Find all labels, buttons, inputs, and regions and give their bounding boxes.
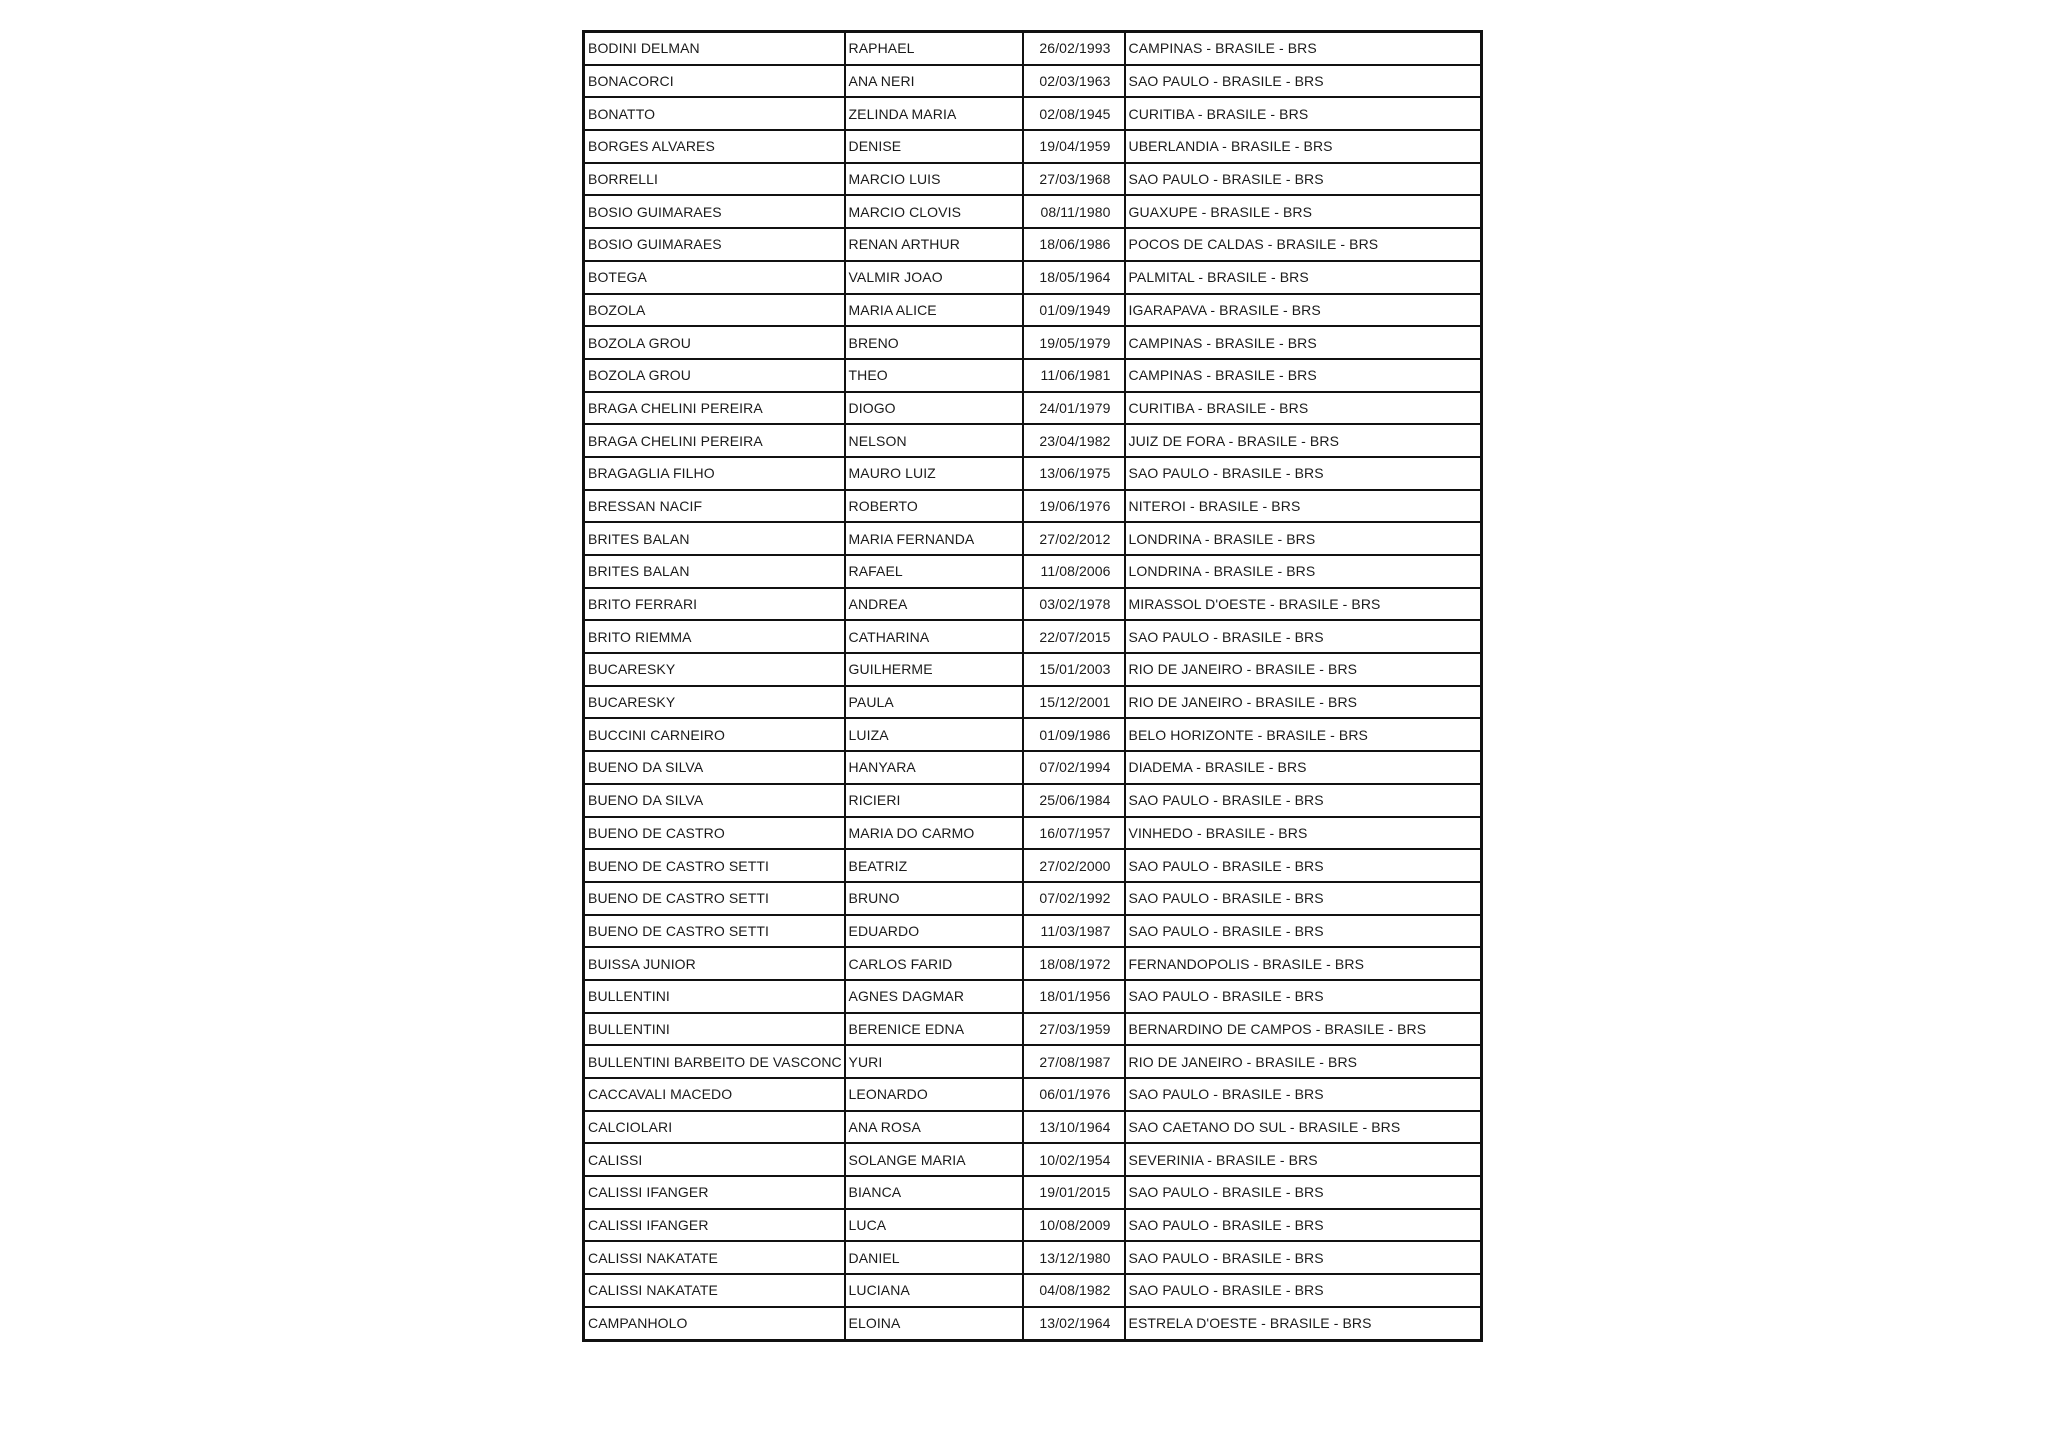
table-row — [584, 65, 1482, 98]
birth-date-cell: 13/12/1980 — [1023, 1241, 1125, 1274]
given-name-cell: RAFAEL — [845, 555, 1023, 588]
given-name-cell: MARCIO CLOVIS — [845, 195, 1023, 228]
birth-date-cell: 27/03/1959 — [1023, 1013, 1125, 1046]
birth-date-cell: 02/08/1945 — [1023, 97, 1125, 130]
surname-cell: BUISSA JUNIOR — [584, 947, 845, 980]
given-name-cell: DIOGO — [845, 392, 1023, 425]
given-name-cell: PAULA — [845, 686, 1023, 719]
given-name-cell: BRUNO — [845, 882, 1023, 915]
given-name-cell: EDUARDO — [845, 915, 1023, 948]
given-name-cell: HANYARA — [845, 751, 1023, 784]
table-row — [584, 392, 1482, 425]
given-name-cell: BIANCA — [845, 1176, 1023, 1209]
birth-date-cell: 18/05/1964 — [1023, 261, 1125, 294]
birth-date-cell: 06/01/1976 — [1023, 1078, 1125, 1111]
birth-place-cell: JUIZ DE FORA - BRASILE - BRS — [1125, 424, 1482, 457]
given-name-cell: LUIZA — [845, 718, 1023, 751]
birth-date-cell: 22/07/2015 — [1023, 620, 1125, 653]
table-row — [584, 588, 1482, 621]
birth-place-cell: SAO PAULO - BRASILE - BRS — [1125, 1209, 1482, 1242]
birth-place-cell: RIO DE JANEIRO - BRASILE - BRS — [1125, 1045, 1482, 1078]
given-name-cell: AGNES DAGMAR — [845, 980, 1023, 1013]
surname-cell: BULLENTINI — [584, 1013, 845, 1046]
records-table — [582, 30, 1483, 1342]
birth-place-cell: SAO PAULO - BRASILE - BRS — [1125, 980, 1482, 1013]
birth-place-cell: POCOS DE CALDAS - BRASILE - BRS — [1125, 228, 1482, 261]
given-name-cell: DENISE — [845, 130, 1023, 163]
given-name-cell: YURI — [845, 1045, 1023, 1078]
birth-place-cell: NITEROI - BRASILE - BRS — [1125, 490, 1482, 523]
surname-cell: BRAGAGLIA FILHO — [584, 457, 845, 490]
surname-cell: BOZOLA GROU — [584, 326, 845, 359]
given-name-cell: MARIA FERNANDA — [845, 522, 1023, 555]
given-name-cell: VALMIR JOAO — [845, 261, 1023, 294]
surname-cell: BORRELLI — [584, 163, 845, 196]
table-row — [584, 32, 1482, 65]
birth-date-cell: 27/03/1968 — [1023, 163, 1125, 196]
birth-date-cell: 16/07/1957 — [1023, 817, 1125, 850]
birth-date-cell: 18/01/1956 — [1023, 980, 1125, 1013]
birth-place-cell: MIRASSOL D'OESTE - BRASILE - BRS — [1125, 588, 1482, 621]
given-name-cell: MARIA ALICE — [845, 294, 1023, 327]
table-row — [584, 817, 1482, 850]
table-row — [584, 130, 1482, 163]
birth-date-cell: 23/04/1982 — [1023, 424, 1125, 457]
given-name-cell: RAPHAEL — [845, 32, 1023, 65]
table-row — [584, 1241, 1482, 1274]
surname-cell: BONACORCI — [584, 65, 845, 98]
birth-place-cell: SAO CAETANO DO SUL - BRASILE - BRS — [1125, 1111, 1482, 1144]
surname-cell: BUENO DE CASTRO SETTI — [584, 849, 845, 882]
birth-date-cell: 11/06/1981 — [1023, 359, 1125, 392]
surname-cell: CALISSI IFANGER — [584, 1176, 845, 1209]
birth-place-cell: DIADEMA - BRASILE - BRS — [1125, 751, 1482, 784]
birth-place-cell: BERNARDINO DE CAMPOS - BRASILE - BRS — [1125, 1013, 1482, 1046]
birth-place-cell: SAO PAULO - BRASILE - BRS — [1125, 849, 1482, 882]
surname-cell: BULLENTINI BARBEITO DE VASCONC — [584, 1045, 845, 1078]
surname-cell: BUENO DE CASTRO — [584, 817, 845, 850]
surname-cell: BUENO DA SILVA — [584, 751, 845, 784]
given-name-cell: CARLOS FARID — [845, 947, 1023, 980]
surname-cell: BUCARESKY — [584, 653, 845, 686]
surname-cell: BRITO FERRARI — [584, 588, 845, 621]
birth-date-cell: 10/08/2009 — [1023, 1209, 1125, 1242]
table-row — [584, 490, 1482, 523]
given-name-cell: NELSON — [845, 424, 1023, 457]
table-row — [584, 686, 1482, 719]
surname-cell: CALISSI — [584, 1143, 845, 1176]
birth-place-cell: SAO PAULO - BRASILE - BRS — [1125, 65, 1482, 98]
given-name-cell: ROBERTO — [845, 490, 1023, 523]
birth-place-cell: SAO PAULO - BRASILE - BRS — [1125, 457, 1482, 490]
birth-date-cell: 15/12/2001 — [1023, 686, 1125, 719]
table-row — [584, 653, 1482, 686]
birth-date-cell: 18/06/1986 — [1023, 228, 1125, 261]
surname-cell: BOZOLA — [584, 294, 845, 327]
birth-date-cell: 27/02/2012 — [1023, 522, 1125, 555]
birth-place-cell: CURITIBA - BRASILE - BRS — [1125, 97, 1482, 130]
surname-cell: BUENO DE CASTRO SETTI — [584, 882, 845, 915]
table-row — [584, 522, 1482, 555]
birth-place-cell: SAO PAULO - BRASILE - BRS — [1125, 620, 1482, 653]
birth-date-cell: 10/02/1954 — [1023, 1143, 1125, 1176]
surname-cell: CALISSI NAKATATE — [584, 1274, 845, 1307]
birth-place-cell: SEVERINIA - BRASILE - BRS — [1125, 1143, 1482, 1176]
given-name-cell: ANDREA — [845, 588, 1023, 621]
birth-date-cell: 25/06/1984 — [1023, 784, 1125, 817]
birth-date-cell: 19/01/2015 — [1023, 1176, 1125, 1209]
surname-cell: CALISSI NAKATATE — [584, 1241, 845, 1274]
birth-place-cell: SAO PAULO - BRASILE - BRS — [1125, 1176, 1482, 1209]
birth-place-cell: LONDRINA - BRASILE - BRS — [1125, 555, 1482, 588]
surname-cell: CACCAVALI MACEDO — [584, 1078, 845, 1111]
birth-date-cell: 08/11/1980 — [1023, 195, 1125, 228]
surname-cell: BULLENTINI — [584, 980, 845, 1013]
birth-date-cell: 13/06/1975 — [1023, 457, 1125, 490]
birth-date-cell: 04/08/1982 — [1023, 1274, 1125, 1307]
given-name-cell: ZELINDA MARIA — [845, 97, 1023, 130]
table-row — [584, 228, 1482, 261]
surname-cell: BOSIO GUIMARAES — [584, 228, 845, 261]
birth-place-cell: SAO PAULO - BRASILE - BRS — [1125, 784, 1482, 817]
birth-date-cell: 11/08/2006 — [1023, 555, 1125, 588]
table-row — [584, 620, 1482, 653]
table-row — [584, 1274, 1482, 1307]
birth-place-cell: IGARAPAVA - BRASILE - BRS — [1125, 294, 1482, 327]
table-row — [584, 1013, 1482, 1046]
given-name-cell: MARIA DO CARMO — [845, 817, 1023, 850]
birth-date-cell: 13/10/1964 — [1023, 1111, 1125, 1144]
birth-date-cell: 15/01/2003 — [1023, 653, 1125, 686]
given-name-cell: GUILHERME — [845, 653, 1023, 686]
birth-date-cell: 02/03/1963 — [1023, 65, 1125, 98]
surname-cell: BUENO DE CASTRO SETTI — [584, 915, 845, 948]
table-row — [584, 849, 1482, 882]
given-name-cell: ANA NERI — [845, 65, 1023, 98]
surname-cell: BONATTO — [584, 97, 845, 130]
birth-place-cell: RIO DE JANEIRO - BRASILE - BRS — [1125, 653, 1482, 686]
given-name-cell: LEONARDO — [845, 1078, 1023, 1111]
table-row — [584, 326, 1482, 359]
birth-place-cell: SAO PAULO - BRASILE - BRS — [1125, 915, 1482, 948]
given-name-cell: MARCIO LUIS — [845, 163, 1023, 196]
table-row — [584, 1209, 1482, 1242]
surname-cell: BUCARESKY — [584, 686, 845, 719]
surname-cell: BUENO DA SILVA — [584, 784, 845, 817]
table-row — [584, 980, 1482, 1013]
table-row — [584, 1078, 1482, 1111]
given-name-cell: CATHARINA — [845, 620, 1023, 653]
given-name-cell: SOLANGE MARIA — [845, 1143, 1023, 1176]
surname-cell: BODINI DELMAN — [584, 32, 845, 65]
records-table-body — [584, 32, 1482, 1341]
birth-date-cell: 19/04/1959 — [1023, 130, 1125, 163]
surname-cell: BORGES ALVARES — [584, 130, 845, 163]
surname-cell: CALCIOLARI — [584, 1111, 845, 1144]
surname-cell: BRAGA CHELINI PEREIRA — [584, 392, 845, 425]
given-name-cell: RENAN ARTHUR — [845, 228, 1023, 261]
birth-place-cell: SAO PAULO - BRASILE - BRS — [1125, 1274, 1482, 1307]
given-name-cell: BERENICE EDNA — [845, 1013, 1023, 1046]
surname-cell: CALISSI IFANGER — [584, 1209, 845, 1242]
birth-place-cell: BELO HORIZONTE - BRASILE - BRS — [1125, 718, 1482, 751]
given-name-cell: BEATRIZ — [845, 849, 1023, 882]
table-row — [584, 1176, 1482, 1209]
given-name-cell: ANA ROSA — [845, 1111, 1023, 1144]
surname-cell: BUCCINI CARNEIRO — [584, 718, 845, 751]
birth-date-cell: 27/08/1987 — [1023, 1045, 1125, 1078]
table-row — [584, 915, 1482, 948]
birth-date-cell: 18/08/1972 — [1023, 947, 1125, 980]
table-row — [584, 163, 1482, 196]
surname-cell: BRITES BALAN — [584, 555, 845, 588]
table-row — [584, 555, 1482, 588]
birth-place-cell: SAO PAULO - BRASILE - BRS — [1125, 163, 1482, 196]
birth-date-cell: 27/02/2000 — [1023, 849, 1125, 882]
surname-cell: BOSIO GUIMARAES — [584, 195, 845, 228]
birth-place-cell: CURITIBA - BRASILE - BRS — [1125, 392, 1482, 425]
birth-place-cell: PALMITAL - BRASILE - BRS — [1125, 261, 1482, 294]
table-row — [584, 882, 1482, 915]
table-row — [584, 359, 1482, 392]
birth-place-cell: RIO DE JANEIRO - BRASILE - BRS — [1125, 686, 1482, 719]
birth-place-cell: SAO PAULO - BRASILE - BRS — [1125, 1241, 1482, 1274]
birth-date-cell: 07/02/1994 — [1023, 751, 1125, 784]
given-name-cell: BRENO — [845, 326, 1023, 359]
table-row — [584, 261, 1482, 294]
birth-place-cell: UBERLANDIA - BRASILE - BRS — [1125, 130, 1482, 163]
birth-date-cell: 19/05/1979 — [1023, 326, 1125, 359]
given-name-cell: MAURO LUIZ — [845, 457, 1023, 490]
table-row — [584, 1143, 1482, 1176]
given-name-cell: DANIEL — [845, 1241, 1023, 1274]
table-row — [584, 424, 1482, 457]
birth-date-cell: 01/09/1949 — [1023, 294, 1125, 327]
table-row — [584, 1307, 1482, 1340]
given-name-cell: ELOINA — [845, 1307, 1023, 1340]
given-name-cell: LUCIANA — [845, 1274, 1023, 1307]
birth-place-cell: FERNANDOPOLIS - BRASILE - BRS — [1125, 947, 1482, 980]
birth-place-cell: CAMPINAS - BRASILE - BRS — [1125, 359, 1482, 392]
surname-cell: CAMPANHOLO — [584, 1307, 845, 1340]
birth-place-cell: SAO PAULO - BRASILE - BRS — [1125, 1078, 1482, 1111]
birth-place-cell: ESTRELA D'OESTE - BRASILE - BRS — [1125, 1307, 1482, 1340]
given-name-cell: THEO — [845, 359, 1023, 392]
table-row — [584, 1045, 1482, 1078]
birth-date-cell: 26/02/1993 — [1023, 32, 1125, 65]
birth-date-cell: 07/02/1992 — [1023, 882, 1125, 915]
table-row — [584, 947, 1482, 980]
birth-date-cell: 19/06/1976 — [1023, 490, 1125, 523]
birth-date-cell: 13/02/1964 — [1023, 1307, 1125, 1340]
birth-date-cell: 24/01/1979 — [1023, 392, 1125, 425]
birth-place-cell: CAMPINAS - BRASILE - BRS — [1125, 326, 1482, 359]
birth-date-cell: 03/02/1978 — [1023, 588, 1125, 621]
birth-date-cell: 01/09/1986 — [1023, 718, 1125, 751]
given-name-cell: RICIERI — [845, 784, 1023, 817]
birth-date-cell: 11/03/1987 — [1023, 915, 1125, 948]
table-row — [584, 457, 1482, 490]
given-name-cell: LUCA — [845, 1209, 1023, 1242]
table-row — [584, 195, 1482, 228]
surname-cell: BOTEGA — [584, 261, 845, 294]
surname-cell: BRITES BALAN — [584, 522, 845, 555]
surname-cell: BRITO RIEMMA — [584, 620, 845, 653]
table-row — [584, 718, 1482, 751]
surname-cell: BRAGA CHELINI PEREIRA — [584, 424, 845, 457]
birth-place-cell: CAMPINAS - BRASILE - BRS — [1125, 32, 1482, 65]
table-row — [584, 751, 1482, 784]
birth-place-cell: VINHEDO - BRASILE - BRS — [1125, 817, 1482, 850]
table-row — [584, 784, 1482, 817]
surname-cell: BRESSAN NACIF — [584, 490, 845, 523]
table-row — [584, 294, 1482, 327]
table-row — [584, 97, 1482, 130]
birth-place-cell: GUAXUPE - BRASILE - BRS — [1125, 195, 1482, 228]
birth-place-cell: LONDRINA - BRASILE - BRS — [1125, 522, 1482, 555]
surname-cell: BOZOLA GROU — [584, 359, 845, 392]
table-row — [584, 1111, 1482, 1144]
birth-place-cell: SAO PAULO - BRASILE - BRS — [1125, 882, 1482, 915]
